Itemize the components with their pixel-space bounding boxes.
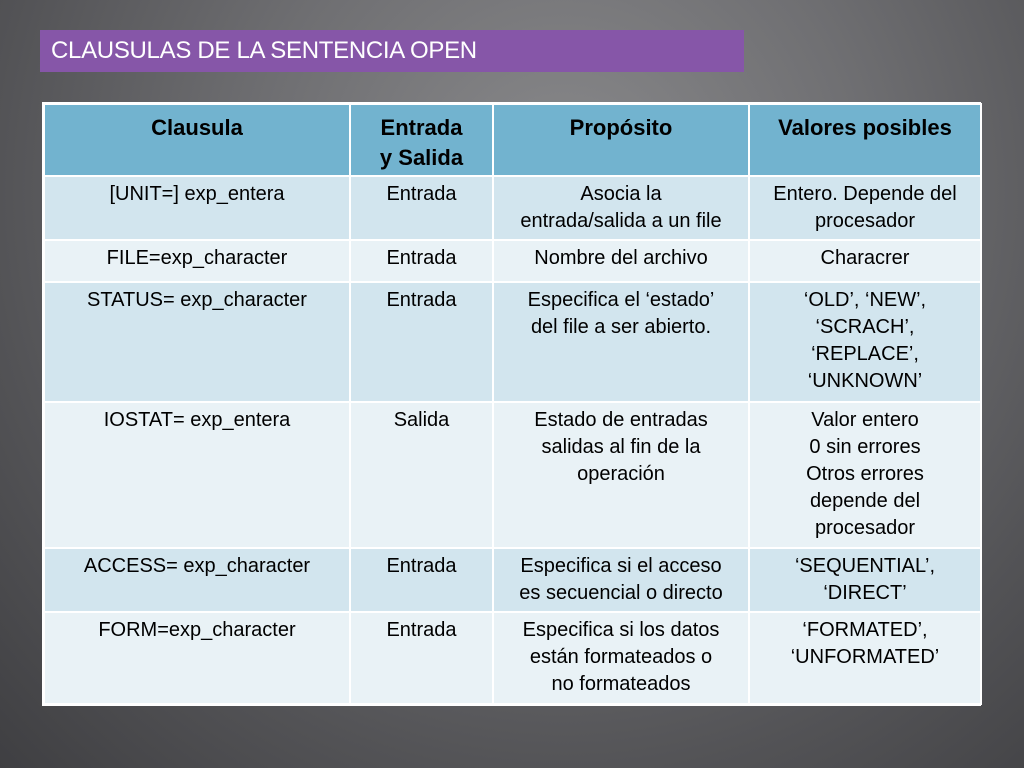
header-valores-posibles [749,104,981,176]
cell-line: Entrada [386,183,457,205]
cell-entrada-salida [350,282,493,402]
cell-entrada-salida [350,612,493,704]
cell-line: Especifica si los datos [522,619,720,641]
cell-clausula [44,282,350,402]
cell-line: STATUS= exp_character [87,289,307,311]
cell-proposito [493,282,749,402]
cell-line: ‘REPLACE’, [811,343,919,365]
cell-line: Especifica si el acceso [520,555,722,577]
cell-clausula [44,548,350,612]
table-row [44,240,981,282]
header-line: Clausula [151,115,243,140]
cell-line: Valor entero [811,409,919,431]
table-row [44,176,981,240]
cell-line: están formateados o [529,646,713,668]
header-entrada-salida [350,104,493,176]
cell-valores [749,402,981,548]
cell-line: procesador [814,517,916,539]
cell-line: procesador [814,210,916,232]
cell-line: Nombre del archivo [534,247,708,269]
title-bar [40,30,744,72]
cell-entrada-salida [350,176,493,240]
cell-line: ‘SEQUENTIAL’, [794,555,936,577]
cell-proposito [493,548,749,612]
cell-line: Otros errores [806,463,924,485]
cell-proposito [493,612,749,704]
cell-clausula [44,240,350,282]
cell-line: 0 sin errores [809,436,921,458]
cell-proposito [493,176,749,240]
cell-line: ‘SCRACH’, [815,316,915,338]
header-line: Valores posibles [778,115,952,140]
cell-clausula [44,176,350,240]
cell-line: ‘FORMATED’, [802,619,928,641]
header-clausula [44,104,350,176]
cell-line: FORM=exp_character [98,619,296,641]
cell-line: salidas al fin de la [541,436,701,458]
cell-line: no formateados [551,673,691,695]
cell-proposito [493,240,749,282]
header-proposito [493,104,749,176]
cell-line: ‘UNKNOWN’ [807,370,923,392]
cell-line: Entrada [386,289,457,311]
cell-line: Entrada [386,555,457,577]
cell-line: Entrada [386,619,457,641]
cell-line: Characrer [820,247,910,269]
cell-line: Salida [393,409,450,431]
header-line: Entrada [380,115,463,140]
cell-entrada-salida [350,240,493,282]
cell-line: IOSTAT= exp_entera [103,409,291,431]
cell-line: Entrada [386,247,457,269]
cell-clausula [44,612,350,704]
cell-line: ACCESS= exp_character [83,555,311,577]
table-row [44,612,981,704]
header-line: y Salida [379,145,464,170]
cell-line: operación [577,463,665,485]
cell-clausula [44,402,350,548]
slide-title: CLAUSULAS DE LA SENTENCIA OPEN [51,37,477,64]
cell-line: FILE=exp_character [106,247,288,269]
cell-line: ‘DIRECT’ [823,582,907,604]
table-row [44,548,981,612]
cell-line: [UNIT=] exp_entera [109,183,285,205]
cell-valores [749,240,981,282]
cell-line: Asocia la [580,183,662,205]
cell-valores [749,548,981,612]
cell-line: es secuencial o directo [519,582,723,604]
cell-line: Estado de entradas [534,409,708,431]
open-clauses-table [43,103,982,705]
open-clauses-table-wrapper [42,102,981,706]
cell-line: del file a ser abierto. [530,316,712,338]
cell-line: ‘OLD’, ‘NEW’, [803,289,927,311]
cell-line: Entero. Depende del [773,183,957,205]
cell-line: Especifica el ‘estado’ [527,289,715,311]
table-header-row [44,104,981,176]
table-row [44,282,981,402]
cell-entrada-salida [350,548,493,612]
cell-line: ‘UNFORMATED’ [790,646,940,668]
cell-proposito [493,402,749,548]
cell-valores [749,176,981,240]
cell-valores [749,612,981,704]
cell-valores [749,282,981,402]
table-row [44,402,981,548]
cell-entrada-salida [350,402,493,548]
header-line: Propósito [569,115,673,140]
cell-line: depende del [809,490,921,512]
cell-line: entrada/salida a un file [520,210,722,232]
